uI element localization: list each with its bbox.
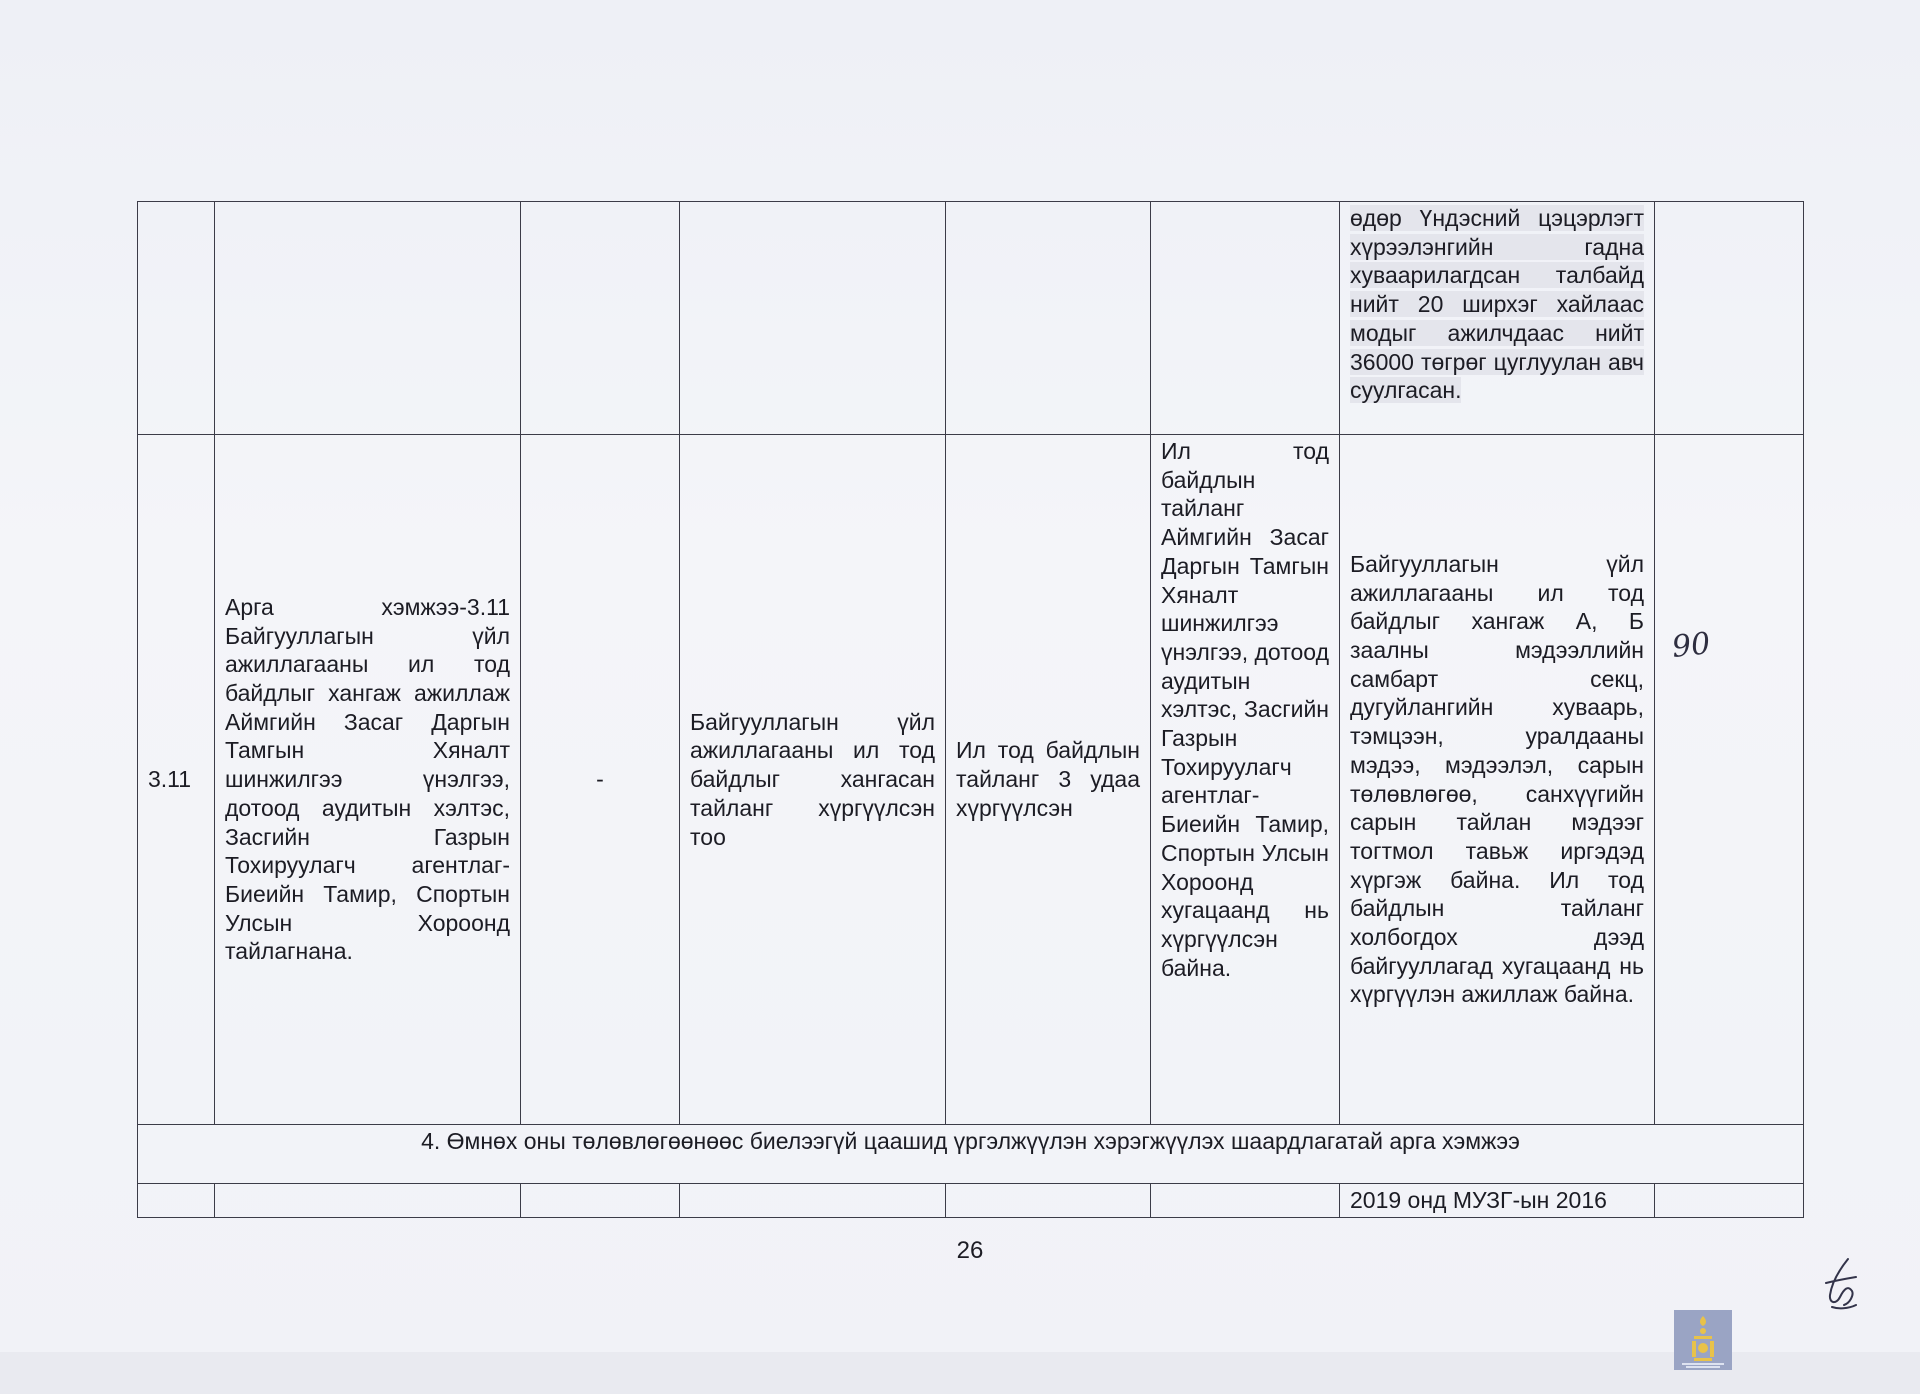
- section-4-title: 4. Өмнөх оны төлөвлөгөөнөөс биелээгүй цаашид үргэлжүүлэн хэрэгжүүлэх шаардлагатай арга хэмжээ: [138, 1125, 1804, 1184]
- soyombo-logo-icon: [1674, 1310, 1732, 1370]
- row-number: 3.11: [138, 435, 215, 1125]
- implementation-next-text: 2019 онд МУЗГ-ын 2016: [1340, 1184, 1655, 1218]
- cell-score: [1655, 202, 1804, 435]
- measure-text: Арга хэмжээ-3.11 Байгууллагын үйл ажиллагааны ил тод байдлыг хангаж ажиллаж Аймгийн Засаг Даргын Тамгын Хяналт шинжилгээ үнэлгээ, дотоод аудитын хэлтэс, Засгийн Газрын Тохируулагч агентлаг-Биеийн Тамир, Спортын Улсын Хороонд тайлагнана.: [215, 435, 521, 1125]
- cell-indicator-next: [680, 1184, 946, 1218]
- table-row-next: [138, 1184, 1804, 1218]
- cell-implementation: [1340, 202, 1655, 435]
- page-number: 26: [956, 1237, 984, 1264]
- cell-target: [946, 202, 1151, 435]
- scan-bottom-band: [0, 1352, 1920, 1394]
- cell-baseline: [521, 202, 680, 435]
- baseline-value: -: [521, 435, 680, 1125]
- handwritten-score: 90: [1670, 626, 1712, 665]
- implementation-text: Байгууллагын үйл ажиллагааны ил тод байдлыг хангаж А, Б заалны мэдээллийн самбарт секц, дугуйлангийн хуваарь, тэмцээн, уралдааны мэдээ, мэдээлэл, сарын төлөвлөгөө, санхүүгийн сарын тайлан мэдээг тогтмол тавьж иргэдэд хүргэж байна. Ил тод байдлын тайланг холбогдох дээд байгууллагад хугацаанд нь хүргүүлэн ажиллаж байна.: [1340, 435, 1655, 1125]
- section-header-row: [138, 1125, 1804, 1184]
- implementation-continuation-text: өдөр Үндэсний цэцэрлэгт хүрээлэнгийн гадна хуваарилагдсан талбайд нийт 20 ширхэг хайлаас модыг ажилчдаас нийт 36000 төгрөг цуглуулан авч суулгасан.: [1350, 205, 1644, 404]
- target-text: Ил тод байдлын тайланг 3 удаа хүргүүлсэн: [946, 435, 1151, 1125]
- cell-indicator: [680, 202, 946, 435]
- indicator-text: Байгууллагын үйл ажиллагааны ил тод байдлыг хангасан тайланг хүргүүлсэн тоо: [680, 435, 946, 1125]
- cell-number-next: [138, 1184, 215, 1218]
- table-row-3-11: [138, 435, 1804, 1125]
- signature-icon: [1818, 1255, 1862, 1315]
- table-row-continuation: [138, 202, 1804, 435]
- cell-score-3-11: [1655, 435, 1804, 1125]
- cell-measure-next: [215, 1184, 521, 1218]
- cell-responsible: [1151, 202, 1340, 435]
- cell-responsible-next: [1151, 1184, 1340, 1218]
- cell-measure: [215, 202, 521, 435]
- cell-target-next: [946, 1184, 1151, 1218]
- responsible-text: Ил тод байдлын тайланг Аймгийн Засаг Даргын Тамгын Хяналт шинжилгээ үнэлгээ, дотоод аудитын хэлтэс, Засгийн Газрын Тохируулагч агентлаг-Биеийн Тамир, Спортын Улсын Хороонд хугацаанд нь хүргүүлсэн байна.: [1151, 435, 1340, 1125]
- cell-number: [138, 202, 215, 435]
- cell-baseline-next: [521, 1184, 680, 1218]
- cell-score-next: [1655, 1184, 1804, 1218]
- report-table: [137, 201, 1804, 1218]
